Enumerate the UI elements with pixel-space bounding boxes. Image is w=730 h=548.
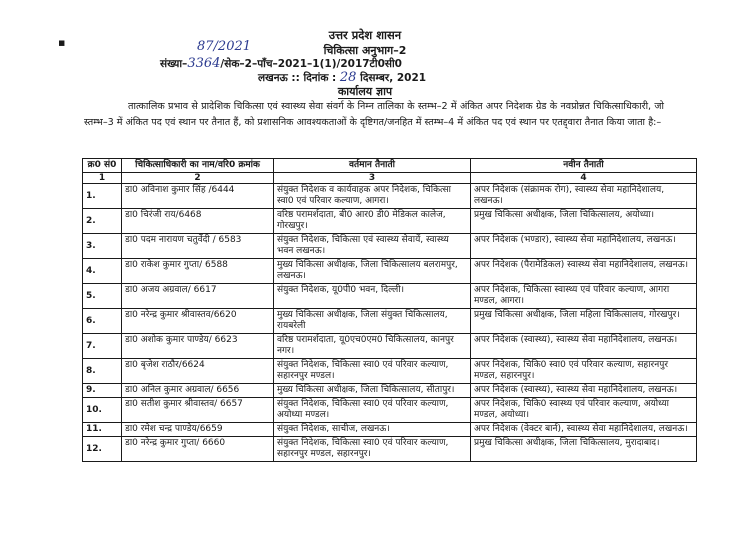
row-officer-name: डा0 अशोक कुमार पाण्डेय/ 6623	[122, 334, 274, 359]
column-number: 4	[471, 173, 697, 184]
row-new-posting: प्रमुख चिकित्सा अधीक्षक, जिला चिकित्सालय, मुरादाबाद।	[471, 437, 697, 462]
column-number: 3	[274, 173, 471, 184]
date-line	[258, 70, 426, 85]
row-new-posting: अपर निदेशक (वेक्टर बार्न), स्वास्थ्य सेवा महानिदेशालय, लखनऊ।	[471, 423, 697, 437]
table-header-row	[83, 159, 697, 173]
row-officer-name: डा0 चिरंजी राय/6468	[122, 209, 274, 234]
table-row	[83, 359, 697, 384]
row-officer-name: डा0 बृजेश राठौर/6624	[122, 359, 274, 384]
row-new-posting: अपर निदेशक, चिकि0 स्वास्थ्य एवं परिवार कल्याण, अयोध्या मण्डल, अयोध्या।	[471, 398, 697, 423]
margin-mark: ▪	[58, 36, 66, 49]
row-officer-name: डा0 रमेश चन्द्र पाण्डेय/6659	[122, 423, 274, 437]
row-current-posting: वरिष्ठ परामर्शदाता, यू0एच0एम0 चिकित्सालय, कानपुर नगर।	[274, 334, 471, 359]
table-row	[83, 437, 697, 462]
row-serial: 6.	[83, 309, 122, 334]
ref-handwritten: 3364	[187, 56, 221, 71]
row-serial: 8.	[83, 359, 122, 384]
row-serial: 9.	[83, 384, 122, 398]
row-serial: 4.	[83, 259, 122, 284]
header-new-posting: नवीन तैनाती	[471, 159, 697, 173]
row-officer-name: डा0 अजय अग्रवाल/ 6617	[122, 284, 274, 309]
table-row	[83, 184, 697, 209]
row-serial: 3.	[83, 234, 122, 259]
row-current-posting: संयुक्त निदेशक, चिकित्सा एवं स्वास्थ्य सेवायें, स्वास्थ्य भवन लखनऊ।	[274, 234, 471, 259]
body-paragraph: तात्कालिक प्रभाव से प्रादेशिक चिकित्सा एवं स्वास्थ्य सेवा संवर्ग के निम्न तालिका के स्तम्भ–2 में अंकित अपर निदेशक ग्रेड के नवप्रोन्नत चिकित्साधिकारी, जो स्तम्भ–3 में अंकित पद एवं स्थान पर तैनात हैं, को प्रशासनिक आवश्यकताओं के दृष्टिगत/जनहित में स्तम्भ–4 में अंकित पद एवं स्थान पर एतद्द्वारा तैनात किया जाता है:–	[84, 101, 664, 128]
row-current-posting: संयुक्त निदेशक, साचीज, लखनऊ।	[274, 423, 471, 437]
date-handwritten: 28	[339, 70, 357, 85]
row-officer-name: डा0 सतीश कुमार श्रीवास्तव/ 6657	[122, 398, 274, 423]
table-row	[83, 209, 697, 234]
row-new-posting: अपर निदेशक (भण्डार), स्वास्थ्य सेवा महानिदेशालय, लखनऊ।	[471, 234, 697, 259]
date-suffix: दिसम्बर, 2021	[360, 72, 427, 84]
row-serial: 1.	[83, 184, 122, 209]
row-serial: 10.	[83, 398, 122, 423]
ref-suffix: /सेक–2–पाँच–2021–1(1)/2017टी0सी0	[220, 58, 402, 70]
row-serial: 5.	[83, 284, 122, 309]
section-title: चिकित्सा अनुभाग–2	[323, 44, 407, 57]
table-row	[83, 398, 697, 423]
row-officer-name: डा0 पदम नारायण चतुर्वेदी / 6583	[122, 234, 274, 259]
row-current-posting: संयुक्त निदेशक, चिकित्सा स्वा0 एवं परिवार कल्याण, सहारनपुर मण्डल, सहारनपुर।	[274, 437, 471, 462]
row-new-posting: अपर निदेशक, चिकि0 स्वा0 एवं परिवार कल्याण, सहारनपुर मण्डल, सहारनपुर।	[471, 359, 697, 384]
office-memo-title: कार्यालय ज्ञाप	[337, 85, 393, 98]
row-serial: 11.	[83, 423, 122, 437]
table-row	[83, 384, 697, 398]
row-current-posting: मुख्य चिकित्सा अधीक्षक, जिला चिकित्सालय बलरामपुर, लखनऊ।	[274, 259, 471, 284]
reference-number	[160, 56, 402, 71]
row-current-posting: संयुक्त निदेशक, यू0पी0 भवन, दिल्ली।	[274, 284, 471, 309]
row-new-posting: प्रमुख चिकित्सा अधीक्षक, जिला महिला चिकित्सालय, गोरखपुर।	[471, 309, 697, 334]
table-row	[83, 234, 697, 259]
date-prefix: लखनऊ :: दिनांक :	[258, 72, 337, 84]
row-officer-name: डा0 नरेन्द्र कुमार श्रीवास्तव/6620	[122, 309, 274, 334]
row-current-posting: संयुक्त निदेशक व कार्यवाहक अपर निदेशक, चिकित्सा स्वा0 एवं परिवार कल्याण, आगरा।	[274, 184, 471, 209]
row-officer-name: डा0 अनिल कुमार अग्रवाल/ 6656	[122, 384, 274, 398]
row-current-posting: संयुक्त निदेशक, चिकित्सा स्वा0 एवं परिवार कल्याण, अयोध्या मण्डल।	[274, 398, 471, 423]
row-current-posting: वरिष्ठ परामर्शदाता, बी0 आर0 डी0 मेडिकल कालेज, गोरखपुर।	[274, 209, 471, 234]
handwritten-note-number: 87/2021	[197, 39, 252, 54]
row-officer-name: डा0 अविनाश कुमार सिंह /6444	[122, 184, 274, 209]
row-officer-name: डा0 नरेन्द्र कुमार गुप्ता/ 6660	[122, 437, 274, 462]
row-serial: 2.	[83, 209, 122, 234]
row-new-posting: प्रमुख चिकित्सा अधीक्षक, जिला चिकित्सालय, अयोध्या।	[471, 209, 697, 234]
row-serial: 7.	[83, 334, 122, 359]
table-row	[83, 309, 697, 334]
table-row	[83, 423, 697, 437]
row-new-posting: अपर निदेशक (संक्रामक रोग), स्वास्थ्य सेवा महानिदेशालय, लखनऊ।	[471, 184, 697, 209]
government-title: उत्तर प्रदेश शासन	[328, 28, 402, 42]
header-name: चिकित्साधिकारी का नाम/वरि0 क्रमांक	[122, 159, 274, 173]
table-row	[83, 284, 697, 309]
row-officer-name: डा0 राकेश कुमार गुप्ता/ 6588	[122, 259, 274, 284]
row-new-posting: अपर निदेशक (पैरामेडिकल) स्वास्थ्य सेवा महानिदेशालय, लखनऊ।	[471, 259, 697, 284]
table-row	[83, 259, 697, 284]
header-serial: क्र0 सं0	[83, 159, 122, 173]
header-current-posting: वर्तमान तैनाती	[274, 159, 471, 173]
row-current-posting: मुख्य चिकित्सा अधीक्षक, जिला संयुक्त चिकित्सालय, रायबरेली	[274, 309, 471, 334]
row-new-posting: अपर निदेशक (स्वास्थ्य), स्वास्थ्य सेवा महानिदेशालय, लखनऊ।	[471, 384, 697, 398]
column-number: 2	[122, 173, 274, 184]
row-new-posting: अपर निदेशक, चिकित्सा स्वास्थ्य एवं परिवार कल्याण, आगरा मण्डल, आगरा।	[471, 284, 697, 309]
column-number-row	[83, 173, 697, 184]
ref-prefix: संख्या–	[160, 58, 188, 70]
posting-table	[82, 158, 697, 462]
row-current-posting: मुख्य चिकित्सा अधीक्षक, जिला चिकित्सालय, सीतापुर।	[274, 384, 471, 398]
row-current-posting: संयुक्त निदेशक, चिकित्सा स्वा0 एवं परिवार कल्याण, सहारनपुर मण्डल।	[274, 359, 471, 384]
table-row	[83, 334, 697, 359]
column-number: 1	[83, 173, 122, 184]
row-new-posting: अपर निदेशक (स्वास्थ्य), स्वास्थ्य सेवा महानिदेशालय, लखनऊ।	[471, 334, 697, 359]
row-serial: 12.	[83, 437, 122, 462]
